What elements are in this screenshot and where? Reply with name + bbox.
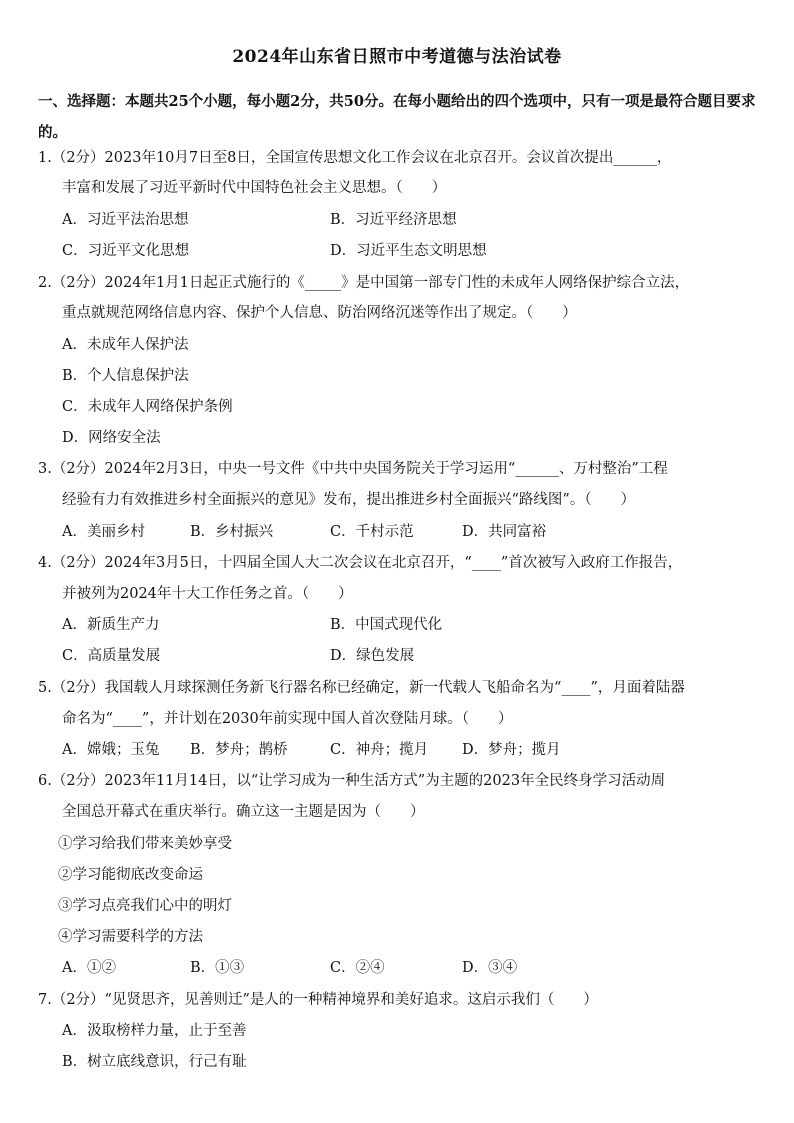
question-2-option-c[interactable]: C．未成年人网络保护条例 — [62, 399, 233, 415]
question-1-line-2: 丰富和发展了习近平新时代中国特色社会主义思想。（ ） — [62, 180, 447, 196]
question-2-option-d[interactable]: D．网络安全法 — [62, 430, 161, 446]
question-6-statement-1: ①学习给我们带来美妙享受 — [58, 836, 232, 852]
question-2-line-2: 重点就规范网络信息内容、保护个人信息、防治网络沉迷等作出了规定。（ ） — [62, 305, 577, 321]
question-3-line-1: 3.（2分）2024年2月3日，中央一号文件《中共中央国务院关于学习运用“______、万村整治”工程 — [38, 461, 668, 477]
question-7-option-b[interactable]: B．树立底线意识，行己有耻 — [62, 1054, 247, 1070]
question-7-option-a[interactable]: A．汲取榜样力量，止于至善 — [62, 1023, 247, 1039]
question-5-option-c[interactable]: C．神舟；揽月 — [330, 742, 429, 758]
question-1-option-c[interactable]: C．习近平文化思想 — [62, 243, 190, 259]
question-4-line-1: 4.（2分）2024年3月5日，十四届全国人大二次会议在北京召开，“____”首次被写入政府工作报告， — [38, 555, 683, 571]
question-4-option-a[interactable]: A．新质生产力 — [62, 617, 160, 633]
question-3-line-2: 经验有力有效推进乡村全面振兴的意见》发布，提出推进乡村全面振兴“路线图”。（ ） — [62, 492, 636, 508]
question-3-option-a[interactable]: A．美丽乡村 — [62, 524, 145, 540]
question-6-line-2: 全国总开幕式在重庆举行。确立这一主题是因为（ ） — [62, 804, 425, 820]
question-4-option-b[interactable]: B．中国式现代化 — [330, 617, 443, 633]
question-2-option-b[interactable]: B．个人信息保护法 — [62, 368, 189, 384]
question-5-option-b[interactable]: B．梦舟；鹊桥 — [190, 742, 288, 758]
question-2-option-a[interactable]: A．未成年人保护法 — [62, 337, 189, 353]
question-6-option-b[interactable]: B．①③ — [190, 960, 245, 976]
question-4-line-2: 并被列为2024年十大工作任务之首。（ ） — [62, 586, 353, 602]
question-3-option-d[interactable]: D．共同富裕 — [462, 524, 547, 540]
question-6-statement-4: ④学习需要科学的方法 — [58, 929, 203, 945]
question-1-option-b[interactable]: B．习近平经济思想 — [330, 212, 457, 228]
question-4-option-c[interactable]: C．高质量发展 — [62, 648, 161, 664]
question-3-option-c[interactable]: C．千村示范 — [330, 524, 414, 540]
question-6-statement-3: ③学习点亮我们心中的明灯 — [58, 898, 232, 914]
question-6-option-a[interactable]: A．①② — [62, 960, 116, 976]
question-6-statement-2: ②学习能彻底改变命运 — [58, 867, 203, 883]
question-5-option-a[interactable]: A．嫦娥；玉兔 — [62, 742, 160, 758]
question-2-line-1: 2.（2分）2024年1月1日起正式施行的《_____》是中国第一部专门性的未成年人网络保护综合立法， — [38, 275, 690, 291]
question-3-option-b[interactable]: B．乡村振兴 — [190, 524, 274, 540]
question-1-line-1: 1.（2分）2023年10月7日至8日，全国宣传思想文化工作会议在北京召开。会议首次提出______， — [38, 150, 672, 166]
question-5-line-2: 命名为“____”，并计划在2030年前实现中国人首次登陆月球。（ ） — [62, 711, 513, 727]
page-title: 2024年山东省日照市中考道德与法治试卷 — [232, 47, 562, 67]
question-4-option-d[interactable]: D．绿色发展 — [330, 648, 415, 664]
question-1-option-d[interactable]: D．习近平生态文明思想 — [330, 243, 487, 259]
question-6-line-1: 6.（2分）2023年11月14日，以“让学习成为一种生活方式”为主题的2023年全民终身学习活动周 — [38, 773, 666, 789]
question-6-option-c[interactable]: C．②④ — [330, 960, 385, 976]
question-1-option-a[interactable]: A．习近平法治思想 — [62, 212, 189, 228]
question-5-option-d[interactable]: D．梦舟；揽月 — [462, 742, 561, 758]
section-heading: 一、选择题：本题共25个小题，每小题2分，共50分。在每小题给出的四个选项中，只有一项是最符合题目要求的。 — [38, 93, 756, 141]
question-6-option-d[interactable]: D．③④ — [462, 960, 518, 976]
question-7-line-1: 7.（2分）“见贤思齐，见善则迁”是人的一种精神境界和美好追求。这启示我们（ ） — [38, 992, 598, 1008]
question-5-line-1: 5.（2分）我国载人月球探测任务新飞行器名称已经确定，新一代载人飞船命名为“____”，月面着陆器 — [38, 680, 685, 696]
